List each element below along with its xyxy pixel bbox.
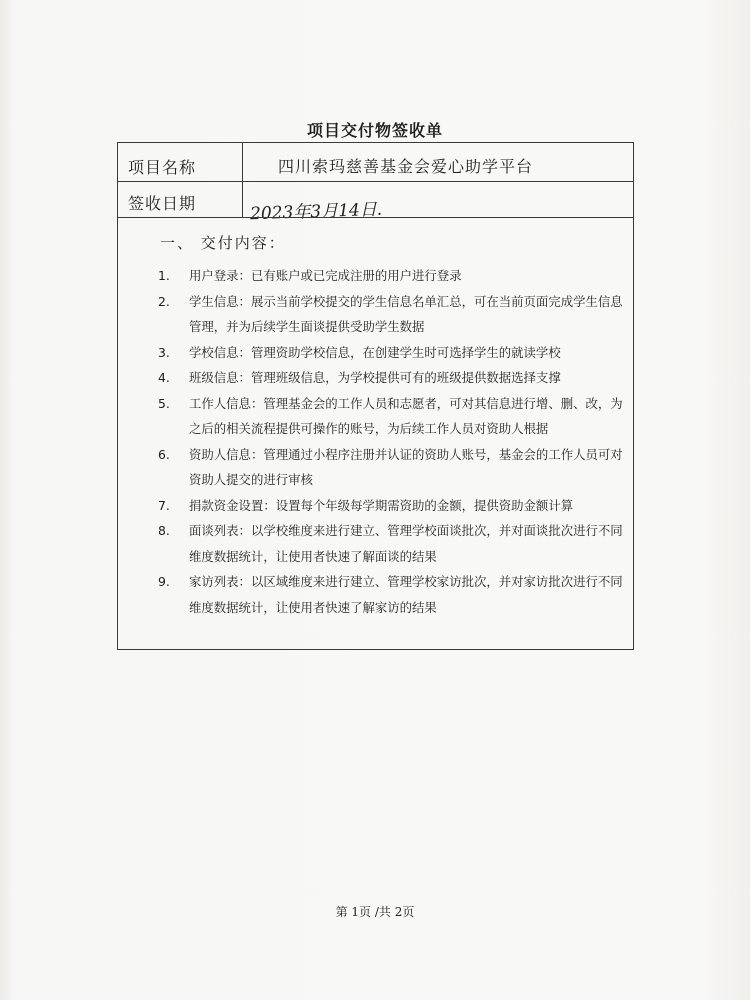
item-number: 4. — [158, 370, 170, 385]
item-text: 学校信息：管理资助学校信息，在创建学生时可选择学生的就读学校 — [189, 344, 561, 360]
list-item — [158, 569, 628, 620]
item-text: 捐款资金设置：设置每个年级每学期需资助的金额，提供资助金额计算 — [189, 497, 574, 513]
list-item — [158, 442, 628, 493]
field-label-sign-date: 签收日期 — [128, 194, 197, 213]
row-divider — [118, 181, 633, 182]
item-text: 家访列表：以区域维度来进行建立、管理学校家访批次，并对家访批次进行不同维度数据统计，让使用者快速了解家访的结果 — [189, 574, 623, 615]
handwritten-date: 2023年3月14日. — [249, 199, 383, 225]
document-title: 项目交付物签收单 — [306, 121, 443, 140]
item-number: 2. — [158, 293, 170, 309]
deliverables-list — [158, 263, 628, 620]
item-number: 7. — [158, 497, 170, 513]
item-text: 班级信息：管理班级信息，为学校提供可有的班级提供数据选择支撑 — [189, 370, 561, 385]
item-number: 3. — [158, 344, 170, 360]
item-number: 8. — [158, 523, 170, 538]
item-number: 6. — [158, 446, 170, 462]
sign-off-form — [117, 142, 634, 650]
item-text: 资助人信息：管理通过小程序注册并认证的资助人账号，基金会的工作人员可对资助人提交的进行审核 — [189, 446, 623, 487]
item-text: 工作人信息：管理基金会的工作人员和志愿者，可对其信息进行增、删、改，为之后的相关流程提供可操作的账号，为后续工作人员对资助人根据 — [189, 395, 623, 436]
list-item — [158, 263, 628, 289]
row-divider — [118, 217, 633, 218]
page-footer: 第 1页 /共 2页 — [335, 905, 415, 919]
item-text: 学生信息：展示当前学校提交的学生信息名单汇总，可在当前页面完成学生信息管理，并为后续学生面谈提供受助学生数据 — [189, 293, 623, 334]
column-divider — [242, 143, 243, 217]
item-text: 面谈列表：以学校维度来进行建立、管理学校面谈批次，并对面谈批次进行不同维度数据统计，让使用者快速了解面谈的结果 — [189, 523, 623, 564]
list-item — [158, 340, 628, 366]
item-number: 1. — [158, 268, 170, 283]
list-item — [158, 289, 628, 340]
list-item — [158, 518, 628, 569]
field-value-project-name: 四川索玛慈善基金会爱心助学平台 — [278, 157, 534, 176]
list-item — [158, 493, 628, 519]
item-text: 用户登录：已有账户或已完成注册的用户进行登录 — [189, 268, 462, 283]
field-label-project-name: 项目名称 — [128, 158, 197, 177]
item-number: 5. — [158, 395, 170, 411]
item-number: 9. — [158, 574, 170, 589]
section-heading: 一、 交付内容： — [160, 234, 286, 252]
list-item — [158, 365, 628, 391]
list-item — [158, 391, 628, 442]
